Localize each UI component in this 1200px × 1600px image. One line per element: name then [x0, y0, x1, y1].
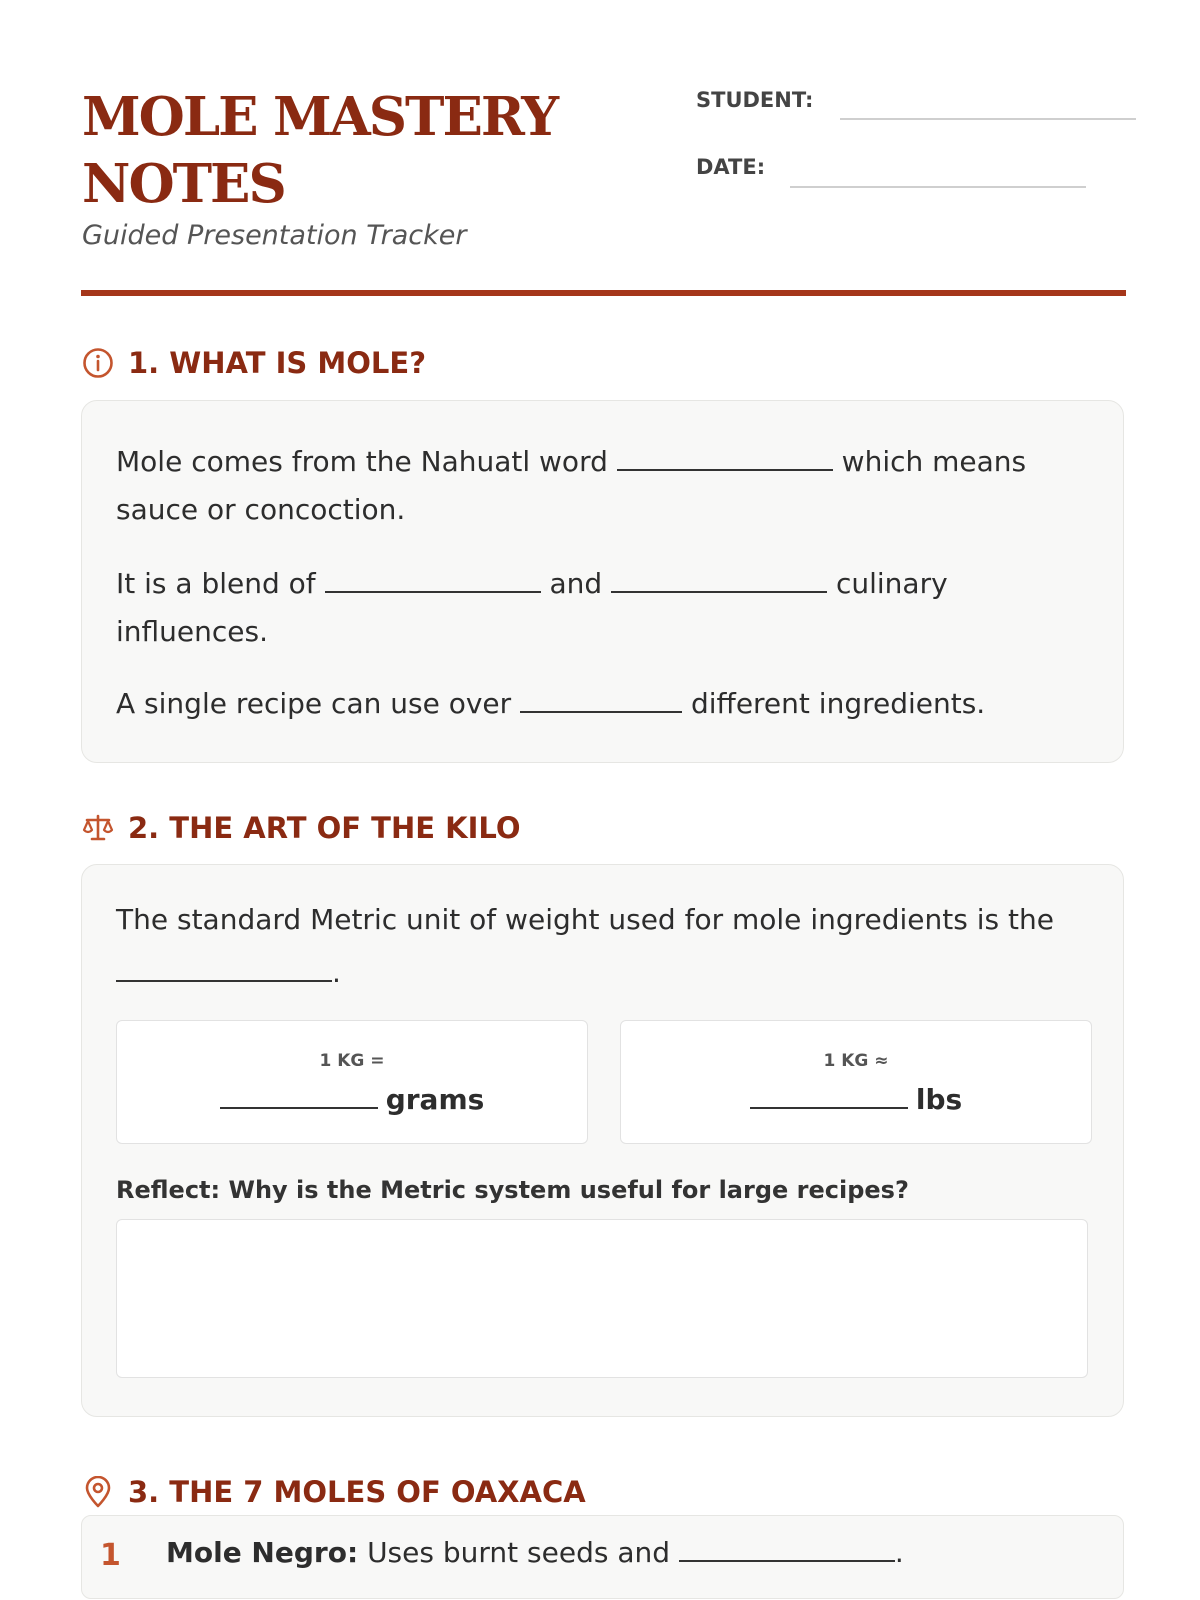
- reflect-prompt: Reflect: Why is the Metric system useful for large recipes?: [116, 1176, 909, 1204]
- title-line-2: NOTES: [82, 153, 285, 215]
- sentence-text: different ingredients.: [690, 687, 986, 720]
- kg-grams-label: 1 KG =: [319, 1051, 385, 1071]
- title-line-1: MOLE MASTERY: [82, 86, 558, 148]
- sentence-text: which means: [841, 445, 1027, 478]
- blank-grams[interactable]: [220, 1083, 378, 1109]
- date-label: DATE:: [696, 155, 766, 179]
- unit-lbs: lbs: [915, 1083, 963, 1116]
- header-divider: [81, 290, 1126, 296]
- kg-to-grams-box: [116, 1020, 588, 1144]
- sentence-text: .: [894, 1536, 904, 1569]
- list-item: [81, 1515, 1124, 1599]
- date-field[interactable]: [790, 186, 1086, 188]
- sentence-text: sauce or concoction.: [116, 493, 406, 526]
- scale-icon: [82, 812, 114, 844]
- sentence-text: It is a blend of: [116, 567, 316, 600]
- sentence-nahuatl: [116, 438, 1076, 534]
- student-label: STUDENT:: [696, 88, 814, 112]
- section-2-heading: [82, 808, 520, 848]
- sentence-text: influences.: [116, 615, 268, 648]
- mole-item-number: 1: [100, 1538, 121, 1573]
- mole-item-text: [166, 1536, 904, 1569]
- reflect-answer-box[interactable]: [116, 1219, 1088, 1378]
- blank-lbs[interactable]: [750, 1083, 908, 1109]
- section-1-heading: [82, 343, 426, 383]
- sentence-text: culinary: [835, 567, 948, 600]
- sentence-metric-unit: [116, 896, 1076, 997]
- kg-lbs-answer: [621, 1083, 1091, 1116]
- blank-metric-unit[interactable]: [116, 956, 332, 982]
- blank-influence-2[interactable]: [611, 567, 827, 593]
- unit-grams: grams: [385, 1083, 485, 1116]
- student-name-field[interactable]: [840, 118, 1136, 120]
- page-subtitle: Guided Presentation Tracker: [82, 220, 467, 251]
- section-1-title: 1. WHAT IS MOLE?: [128, 346, 427, 380]
- sentence-text: .: [332, 956, 341, 989]
- blank-ingredient-count[interactable]: [520, 687, 682, 713]
- mole-item-name: Mole Negro:: [166, 1536, 359, 1569]
- kg-to-lbs-box: [620, 1020, 1092, 1144]
- sentence-ingredients: [116, 680, 1076, 728]
- sentence-text: Mole comes from the Nahuatl word: [116, 445, 608, 478]
- sentence-text: A single recipe can use over: [116, 687, 512, 720]
- mole-item-description: Uses burnt seeds and: [367, 1536, 671, 1569]
- section-3-title: 3. THE 7 MOLES OF OAXACA: [128, 1475, 586, 1509]
- page-title: [82, 84, 602, 218]
- section-3-heading: [82, 1472, 586, 1512]
- info-circle-icon: [82, 347, 114, 379]
- sentence-text: and: [549, 567, 603, 600]
- blank-influence-1[interactable]: [325, 567, 541, 593]
- sentence-text: The standard Metric unit of weight used for mole ingredients is the: [116, 903, 1054, 936]
- map-pin-icon: [82, 1476, 114, 1508]
- section-2-title: 2. THE ART OF THE KILO: [128, 811, 521, 845]
- sentence-blend: [116, 560, 1076, 656]
- blank-nahuatl-word[interactable]: [617, 445, 833, 471]
- kg-grams-answer: [117, 1083, 587, 1116]
- kg-lbs-label: 1 KG ≈: [823, 1051, 889, 1071]
- blank-mole-negro[interactable]: [679, 1536, 895, 1562]
